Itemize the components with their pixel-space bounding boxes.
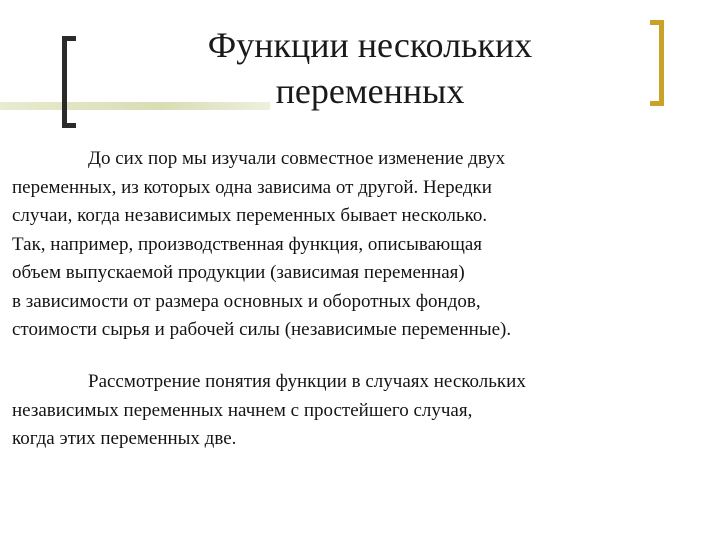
title-line-2: переменных	[275, 71, 465, 111]
paragraph-line: объем выпускаемой продукции (зависимая переменная)	[12, 262, 465, 283]
right-bracket-decoration	[650, 20, 664, 106]
left-bracket-decoration	[62, 36, 76, 128]
paragraph-line: в зависимости от размера основных и оборотных фондов,	[12, 290, 481, 312]
slide-title	[120, 22, 620, 114]
paragraph-line: переменных, из которых одна зависима от другой. Нередки	[12, 176, 492, 198]
paragraph-line: Рассмотрение понятия функции в случаях нескольких	[88, 371, 526, 392]
paragraph-line: стоимости сырья и рабочей силы (независимые переменные).	[12, 319, 512, 340]
paragraph-1	[12, 145, 702, 345]
paragraph-line: До сих пор мы изучали совместное изменение двух	[88, 148, 506, 169]
paragraph-2	[12, 368, 702, 454]
title-line-1: Функции нескольких	[207, 25, 533, 65]
paragraph-line: Так, например, производственная функция, описывающая	[12, 233, 483, 255]
paragraph-line: независимых переменных начнем с простейшего случая,	[12, 399, 473, 421]
paragraph-line: случаи, когда независимых переменных бывает несколько.	[12, 205, 488, 226]
paragraph-line: когда этих переменных две.	[12, 428, 237, 449]
